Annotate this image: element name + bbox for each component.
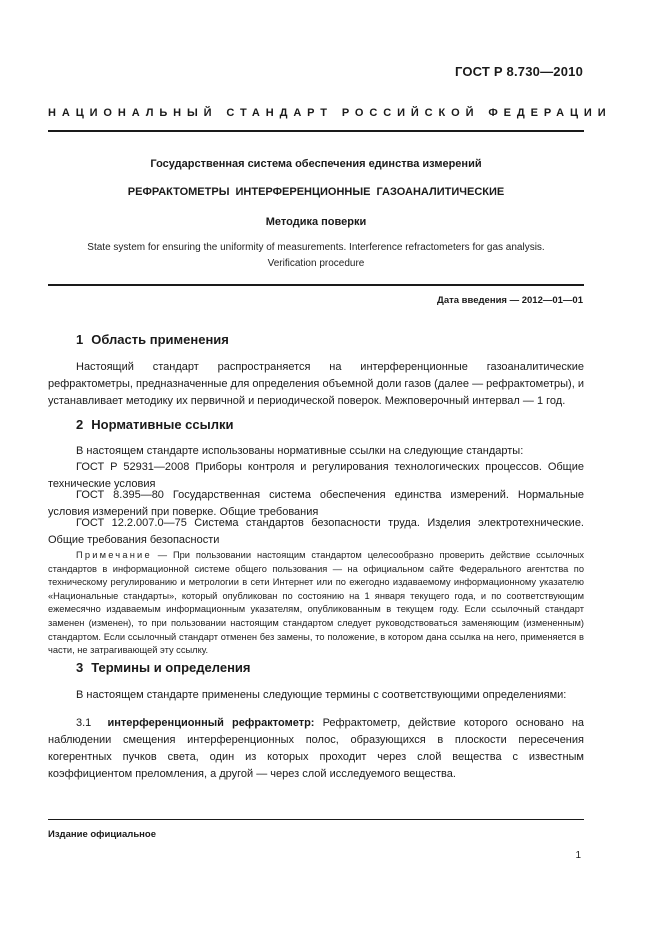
section-2-note [48,549,584,658]
section-3-title: Термины и определения [91,660,251,675]
footer-divider [48,819,584,820]
section-1-text: Настоящий стандарт распространяется на интерференционные газоаналитические рефрактометры, предназначенные для определения объемной доли газов (далее — рефрактометры), и устанавливает методику их первичной и периодической поверок. Межповерочный интервал — 1 год. [48,361,584,407]
section-2-title: Нормативные ссылки [91,417,234,432]
section-3-number: 3 [76,660,84,675]
term-definition: Рефрактометр, действие которого основано на наблюдении смещения интерференционных полос, образующихся в плоскости пересечения когерентных пучков света, один из которых проходит через слой вещества с известным коэффициентом преломления, а другой — через слой исследуемого вещества. [48,717,585,780]
english-title-line-1: State system for ensuring the uniformity of measurements. Interference refractometers for gas analysis. [87,242,545,253]
section-1-title: Область применения [91,332,229,347]
standard-title: НАЦИОНАЛЬНЫЙ СТАНДАРТ РОССИЙСКОЙ ФЕДЕРАЦИИ [48,107,612,119]
title-divider [48,284,584,286]
system-title: Государственная система обеспечения единства измерений [150,158,482,170]
english-title-line-2: Verification procedure [267,258,365,269]
header-divider [48,130,584,132]
document-id: ГОСТ Р 8.730—2010 [454,64,583,79]
reference-3: ГОСТ 12.2.007.0—75 Система стандартов безопасности труда. Изделия электротехнические. Общие требования безопасности [48,517,584,546]
page-number: 1 [575,850,581,861]
term-name: интерференционный рефрактометр: [107,717,315,729]
reference-2: ГОСТ 8.395—80 Государственная система обеспечения единства измерений. Нормальные условия измерений при поверке. Общие требования [48,489,584,518]
section-1-number: 1 [76,332,84,347]
term-number: 3.1 [76,717,92,729]
note-text: — При пользовании настоящим стандартом целесообразно проверить действие ссылочных стандартов в информационной системе общего пользования — на официальном сайте Федерального агентства по техническому регулированию и метрологии в сети Интернет или по ежегодно издаваемому информационному указателю «Национальные стандарты», который опубликован по состоянию на 1 января текущего года, и по соответствующим ежемесячно издаваемым информационным указателям, опубликованным в текущем году. Если ссылочный стандарт заменен (изменен), то при пользовании настоящим стандартом следует руководствоваться заменяющим (измененным) стандартом. Если ссылочный стандарт отменен без замены, то положение, в котором дана ссылка на него, применяется в части, не затрагивающей эту ссылку. [48,550,584,656]
subtitle: Методика поверки [265,216,367,228]
main-title: РЕФРАКТОМЕТРЫ ИНТЕРФЕРЕНЦИОННЫЕ ГАЗОАНАЛИТИЧЕСКИЕ [127,186,505,198]
section-1-heading [76,332,229,347]
note-label: Примечание [76,550,152,560]
introduction-date: Дата введения — 2012—01—01 [437,295,583,306]
section-2-heading [76,417,233,432]
edition-label: Издание официальное [48,829,156,840]
english-title [48,240,584,272]
section-2-number: 2 [76,417,84,432]
section-3-heading [76,660,251,675]
reference-1: ГОСТ Р 52931—2008 Приборы контроля и регулирования технологических процессов. Общие технические условия [48,461,584,490]
section-2-intro: В настоящем стандарте использованы нормативные ссылки на следующие стандарты: [76,445,524,457]
term-3-1 [48,715,584,783]
section-3-intro: В настоящем стандарте применены следующие термины с соответствующими определениями: [76,689,567,701]
